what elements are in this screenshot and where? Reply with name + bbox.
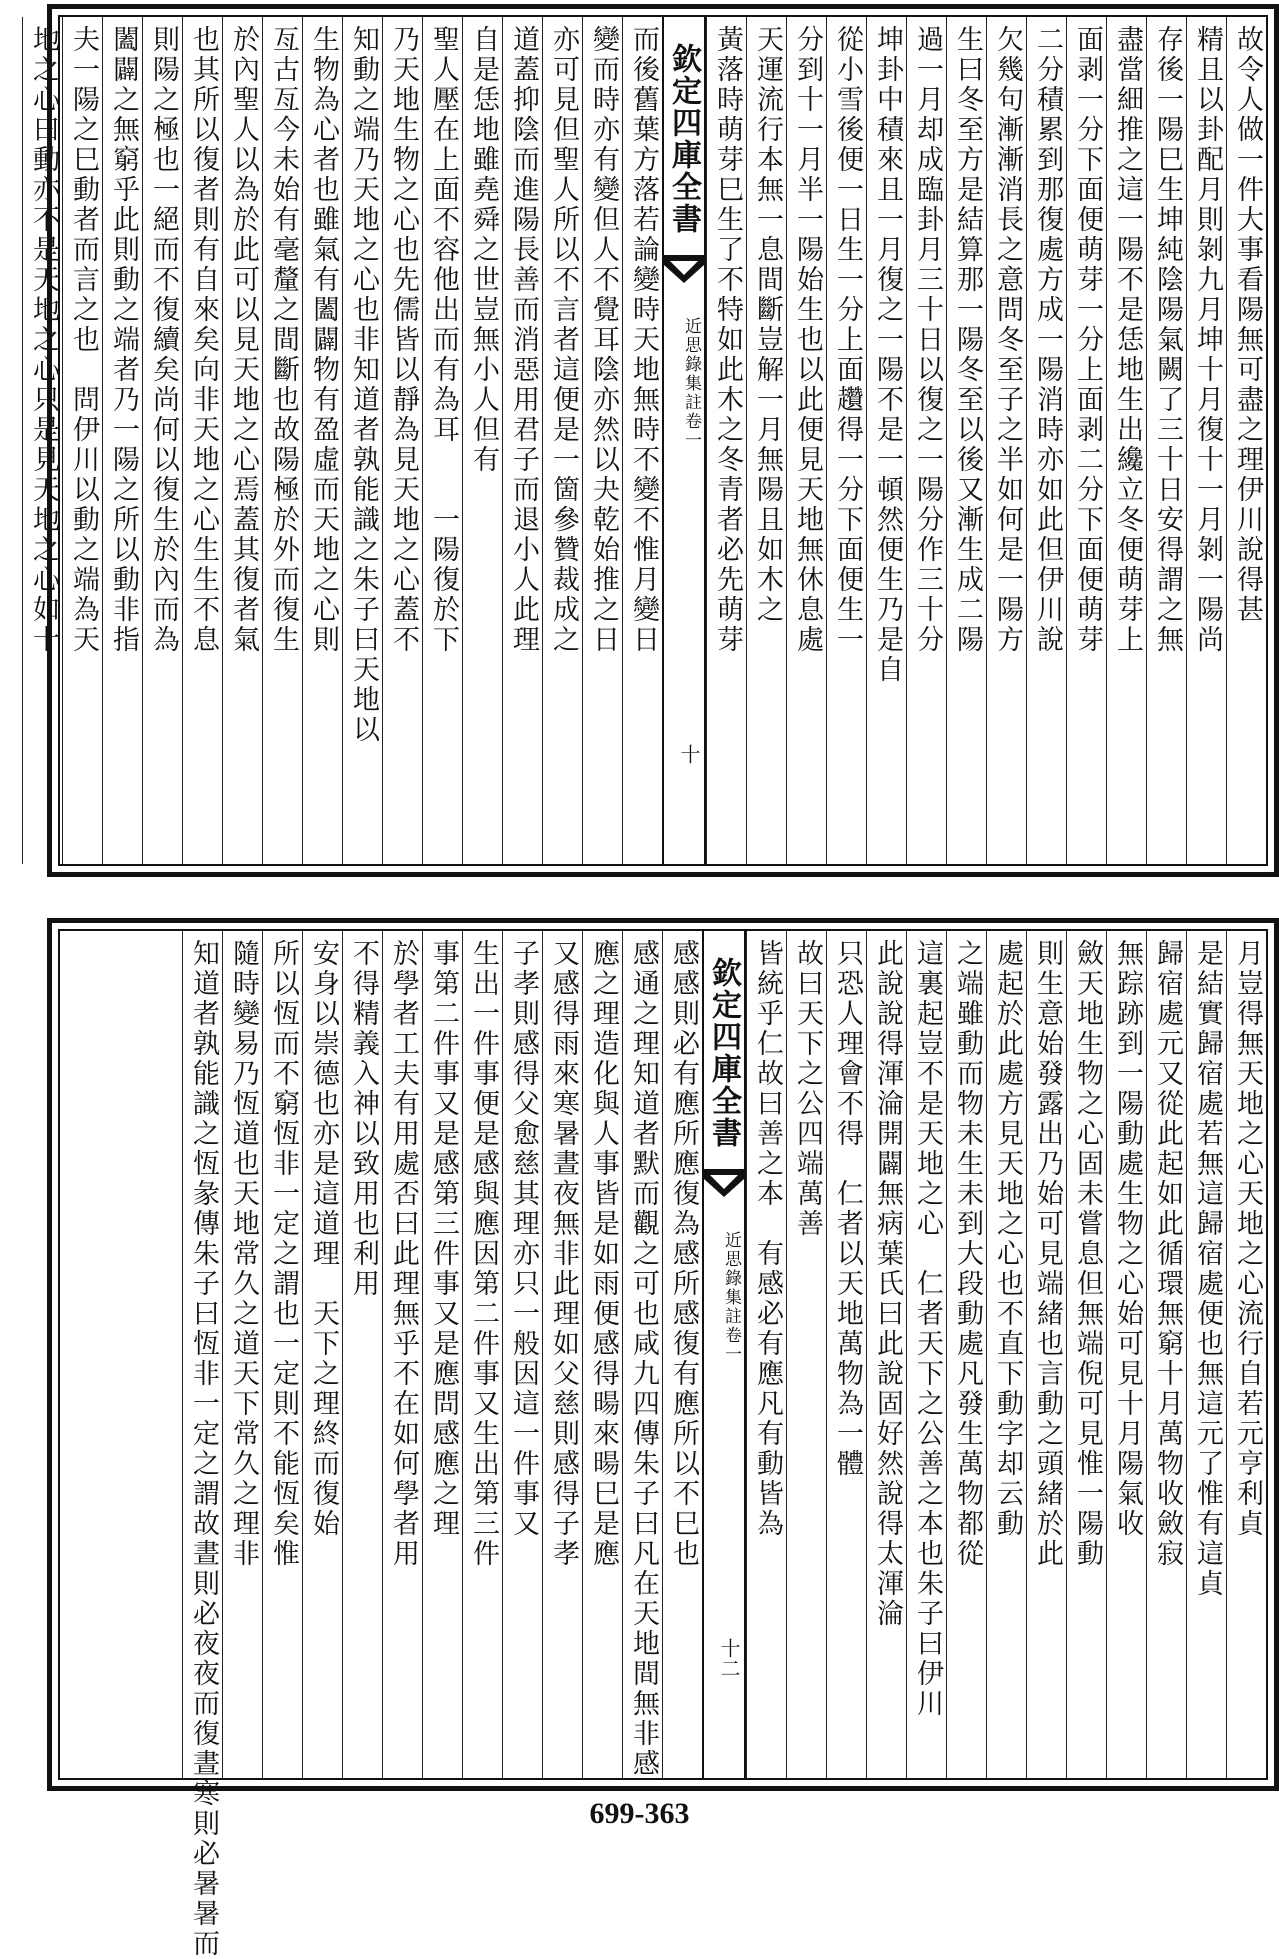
text-column: 存後一陽巳生坤純陰陽氣闕了三十日安得謂之無 — [1146, 17, 1186, 864]
text-column: 生物為心者也雖氣有闔闢物有盈虛而天地之心則 — [302, 17, 342, 864]
text-column: 欠幾句漸漸消長之意問冬至子之半如何是一陽方 — [986, 17, 1026, 864]
text-column: 黃落時萌芽巳生了不特如此木之冬青者必先萌芽 — [706, 17, 746, 864]
volume-label: 卷一 — [721, 1326, 741, 1364]
text-column: 變而時亦有變但人不覺耳陰亦然以夬乾始推之日 — [582, 17, 622, 864]
text-column: 所以恆而不窮恆非一定之謂也一定則不能恆矣惟 — [262, 931, 302, 1778]
text-column: 闔闢之無窮乎此則動之端者乃一陽之所以動非指 — [102, 17, 142, 864]
top-page-columns — [28, 17, 1266, 864]
center-fold-strip — [702, 931, 746, 1778]
text-column: 地之心曰動亦不是天地之心只是見天地之心如十 — [22, 17, 62, 864]
text-column: 是結實歸宿處若無這歸宿處便也無這元了惟有這貞 — [1186, 931, 1226, 1778]
collection-title: 欽定四庫全書 — [704, 931, 744, 1171]
folio-number: 十 — [677, 744, 701, 764]
text-column: 坤卦中積來且一月復之一陽不是一頓然便生乃是自 — [866, 17, 906, 864]
text-column: 則生意始發露出乃始可見端緒也言動之頭緒於此 — [1026, 931, 1066, 1778]
text-column: 知道者孰能識之恆彖傳朱子曰恆非一定之謂故晝則必夜夜而復晝寒則必暑暑而 — [182, 931, 222, 1778]
text-column: 乃天地生物之心也先儒皆以靜為見天地之心蓋不 — [382, 17, 422, 864]
text-column: 生出一件事便是感與應因第二件事又生出第三件 — [462, 931, 502, 1778]
text-column: 道蓋抑陰而進陽長善而消惡用君子而退小人此理 — [502, 17, 542, 864]
text-column: 感通之理知道者默而觀之可也咸九四傳朱子曰凡在天地間無非感 — [622, 931, 662, 1778]
text-column: 斂天地生物之心固未嘗息但無端倪可見惟一陽動 — [1066, 931, 1106, 1778]
text-column: 於內聖人以為於此可以見天地之心焉蓋其復者氣 — [222, 17, 262, 864]
text-column: 分到十一月半一陽始生也以此便見天地無休息處 — [786, 17, 826, 864]
book-and-volume-label — [664, 317, 704, 517]
text-column: 處起於此處方見天地之心也不直下動字却云動 — [986, 931, 1026, 1778]
text-column: 月豈得無天地之心天地之心流行自若元亨利貞 — [1226, 931, 1266, 1778]
text-column: 亦可見但聖人所以不言者這便是一箇參贊裁成之 — [542, 17, 582, 864]
text-column: 自是恁地雖堯舜之世豈無小人但有 — [462, 17, 502, 864]
fishtail-ornament-icon — [664, 257, 704, 287]
fishtail-ornament-icon — [704, 1171, 744, 1201]
text-column: 從小雪後便一日生一分上面趲得一分下面便生一 — [826, 17, 866, 864]
text-column: 聖人壓在上面不容他出而有為耳 一陽復於下 — [422, 17, 462, 864]
text-column: 亙古亙今未始有毫釐之間斷也故陽極於外而復生 — [262, 17, 302, 864]
text-column: 之端雖動而物未生未到大段動處凡發生萬物都從 — [946, 931, 986, 1778]
text-column: 盡當細推之這一陽不是恁地生出纔立冬便萌芽上 — [1106, 17, 1146, 864]
folio-number: 十二 — [717, 1638, 741, 1678]
text-column: 不得精義入神以致用也利用 — [342, 931, 382, 1778]
text-column: 歸宿處元又從此起如此循環無窮十月萬物收斂寂 — [1146, 931, 1186, 1778]
text-column: 皆統乎仁故曰善之本 有感必有應凡有動皆為 — [746, 931, 786, 1778]
text-column: 面剥一分下面便萌芽一分上面剥二分下面便萌芽 — [1066, 17, 1106, 864]
text-column: 故曰天下之公四端萬善 — [786, 931, 826, 1778]
text-column: 隨時變易乃恆道也天地常久之道天下常久之理非 — [222, 931, 262, 1778]
text-column: 夫一陽之巳動者而言之也 問伊川以動之端為天 — [62, 17, 102, 864]
center-fold-strip — [662, 17, 706, 864]
text-column: 又感得雨來寒暑晝夜無非此理如父慈則感得子孝 — [542, 931, 582, 1778]
text-column: 而後舊葉方落若論變時天地無時不變不惟月變日 — [622, 17, 662, 864]
text-column: 天運流行本無一息間斷豈解一月無陽且如木之 — [746, 17, 786, 864]
text-column: 子孝則感得父愈慈其理亦只一般因這一件事又 — [502, 931, 542, 1778]
text-column: 事第二件事又是感第三件事又是應問感應之理 — [422, 931, 462, 1778]
book-and-volume-label — [704, 1231, 744, 1431]
top-page — [28, 4, 1279, 877]
collection-title: 欽定四庫全書 — [664, 17, 704, 257]
text-column: 二分積累到那復處方成一陽消時亦如此但伊川說 — [1026, 17, 1066, 864]
text-column: 則陽之極也一絕而不復續矣尚何以復生於內而為 — [142, 17, 182, 864]
text-column: 精且以卦配月則剝九月坤十月復十一月剝一陽尚 — [1186, 17, 1226, 864]
text-column: 只恐人理會不得 仁者以天地萬物為一體 — [826, 931, 866, 1778]
top-page-inner-border — [28, 15, 1268, 866]
text-column: 這裏起豈不是天地之心 仁者天下之公善之本也朱子曰伊川 — [906, 931, 946, 1778]
book-title: 近思錄集註 — [721, 1231, 741, 1326]
text-column: 知動之端乃天地之心也非知道者孰能識之朱子曰天地以 — [342, 17, 382, 864]
book-title: 近思錄集註 — [681, 317, 701, 412]
text-column: 生曰冬至方是結算那一陽冬至以後又漸生成二陽 — [946, 17, 986, 864]
text-column: 安身以崇德也亦是這道理 天下之理終而復始 — [302, 931, 342, 1778]
text-column: 此說說得渾淪開闢無病葉氏曰此說固好然說得太渾淪 — [866, 931, 906, 1778]
page-number-footer: 699-363 — [589, 1797, 690, 1830]
text-column: 也其所以復者則有自來矣向非天地之心生生不息 — [182, 17, 222, 864]
text-column: 感感則必有應所應復為感所感復有應所以不巳也 — [662, 931, 702, 1778]
volume-label: 卷一 — [681, 412, 701, 450]
text-column: 無踪跡到一陽動處生物之心始可見十月陽氣收 — [1106, 931, 1146, 1778]
text-column: 過一月却成臨卦月三十日以復之一陽分作三十分 — [906, 17, 946, 864]
text-column: 故令人做一件大事看陽無可盡之理伊川說得甚 — [1226, 17, 1266, 864]
text-column: 應之理造化與人事皆是如雨便感得暘來暘巳是應 — [582, 931, 622, 1778]
text-column: 於學者工夫有用處否曰此理無乎不在如何學者用 — [382, 931, 422, 1778]
